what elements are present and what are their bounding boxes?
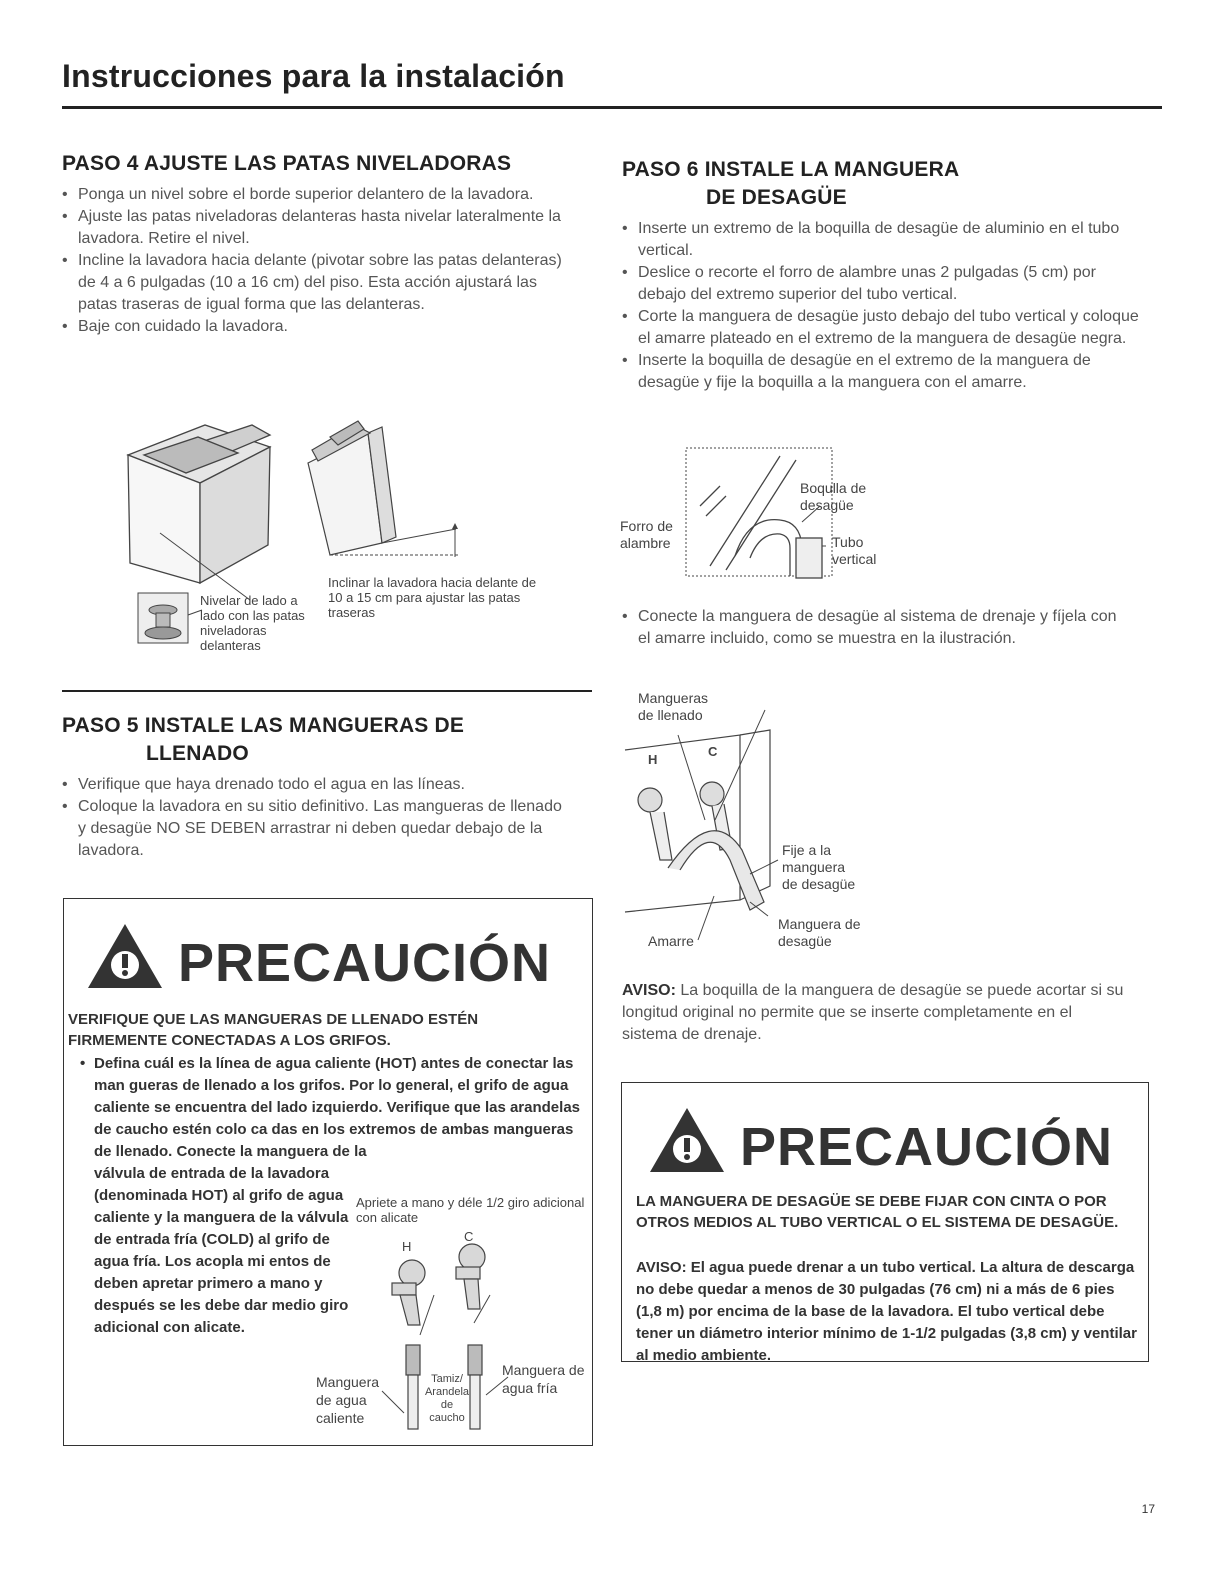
list-item: • Inserte un extremo de la boquilla de desagüe de aluminio en el tubo vertical.	[622, 218, 1147, 262]
list-item: • Baje con cuidado la lavadora.	[62, 316, 562, 338]
notice-text: La boquilla de la manguera de desagüe se puede acortar si su longitud original no permite que se inserte completamente en el sistema de drenaje.	[622, 982, 1124, 1043]
drain-hose-label: Manguera de desagüe	[778, 916, 861, 949]
step4-heading: PASO 4 AJUSTE LAS PATAS NIVELADORAS	[62, 152, 512, 175]
tilt-label: Inclinar la lavadora hacia delante de 10 a 15 cm para ajustar las patas traseras	[328, 575, 537, 620]
hot-hose-label: Manguera de agua caliente	[316, 1374, 380, 1426]
left-separator	[62, 690, 592, 692]
list-item: • Deslice o recorte el forro de alambre unas 2 pulgadas (5 cm) por debajo del extremo superior del tubo vertical.	[622, 262, 1147, 306]
drain-nozzle-illustration	[620, 446, 910, 584]
caution-box-drain-hose	[621, 1082, 1149, 1362]
caution-word: PRECAUCIÓN	[740, 1117, 1114, 1177]
hot-letter: H	[648, 752, 658, 767]
list-item: • Ajuste las patas niveladoras delanteras hasta nivelar lateralmente la lavadora. Retire el nivel.	[62, 206, 562, 250]
step4-section	[62, 150, 592, 338]
page-title: Instrucciones para la instalación	[62, 58, 565, 94]
washer-level-drawing	[120, 405, 540, 675]
step5-list	[62, 774, 567, 862]
step6-heading-line1: PASO 6 INSTALE LA MANGUERA	[622, 158, 960, 181]
tighten-label: Apriete a mano y déle 1/2 giro adicional con alicate	[356, 1195, 585, 1225]
cold-hose-label: Manguera de agua fría	[502, 1362, 585, 1396]
wire-cover-label: Forro de alambre	[620, 518, 673, 551]
caution-headline: LA MANGUERA DE DESAGÜE SE DEBE FIJAR CON CINTA O POR OTROS MEDIOS AL TUBO VERTICAL O EL SISTEMA DE DESAGÜE.	[636, 1193, 1119, 1231]
caution-word: PRECAUCIÓN	[178, 933, 552, 993]
step5-section	[62, 712, 592, 862]
caution-body-text: Defina cuál es la línea de agua caliente (HOT) antes de conectar las man gueras de llenado a los grifos. Por lo general, el grifo de agua caliente se encuentra del lado izquierdo. Verifique que las arandelas de caucho estén colo ca das en los extremos de ambas mangueras de llenado. Conecte la manguera de la	[94, 1055, 580, 1160]
page-number: 17	[1141, 1502, 1155, 1516]
cold-letter: C	[464, 1229, 474, 1244]
leveling-legs-illustration	[120, 405, 540, 675]
tie-label: Amarre	[648, 933, 694, 949]
header-rule	[62, 106, 1162, 109]
nozzle-label: Boqulla de desagüe	[800, 480, 867, 513]
standpipe-label: Tubo vertical	[832, 534, 877, 567]
drain-system-illustration	[620, 690, 900, 960]
list-item: • Inserte la boquilla de desagüe en el extremo de la manguera de desagüe y fije la boquilla a la manguera con el amarre.	[622, 350, 1147, 394]
bullet-dot: •	[80, 1055, 86, 1072]
warning-triangle-icon	[648, 1105, 726, 1175]
screen-washer-label: Tamiz/ Arandela de caucho	[424, 1373, 470, 1424]
list-item: • Ponga un nivel sobre el borde superior delantero de la lavadora.	[62, 184, 562, 206]
cold-letter: C	[708, 744, 718, 759]
list-item: • Conecte la manguera de desagüe al sistema de drenaje y fíjela con el amarre incluido, como se muestra en la ilustración.	[622, 606, 1132, 650]
list-item: • Verifique que haya drenado todo el agua en las líneas.	[62, 774, 567, 796]
caution-body: AVISO: El agua puede drenar a un tubo vertical. La altura de descarga no debe quedar a menos de 30 pulgadas (76 cm) ni a más de 6 pies (1,8 m) por encima de la base de la lavadora. El tubo vertical debe tener un diámetro interior mínimo de 1-1/2 pulgadas (3,8 cm) y ventilar al medio ambiente.	[636, 1259, 1137, 1364]
caution-body-top	[68, 1053, 583, 1163]
caution-box-fill-hoses	[63, 898, 593, 1446]
warning-triangle-icon	[86, 921, 164, 991]
level-side-label: Nivelar de lado a lado con las patas niveladoras delanteras	[200, 593, 305, 653]
notice-label: AVISO:	[622, 982, 676, 999]
caution-header	[648, 1105, 1113, 1175]
step6-heading	[622, 156, 1152, 212]
step6-heading-line2: DE DESAGÜE	[706, 186, 847, 209]
nozzle-notice	[622, 980, 1127, 1046]
step5-heading-line1: PASO 5 INSTALE LAS MANGUERAS DE	[62, 714, 465, 737]
step4-list	[62, 184, 562, 338]
list-item: • Coloque la lavadora en su sitio definitivo. Las mangueras de llenado y desagüe NO SE DEBEN arrastrar ni deben quedar debajo de la lavadora.	[62, 796, 567, 862]
step5-heading	[62, 712, 592, 768]
fill-hoses-label: Mangueras de llenado	[638, 690, 709, 723]
step6-connect-list	[622, 606, 1132, 650]
hot-letter: H	[402, 1239, 412, 1254]
step6-section	[622, 156, 1152, 394]
caution-headline: VERIFIQUE QUE LAS MANGUERAS DE LLENADO ESTÉN FIRMEMENTE CONECTADAS A LOS GRIFOS.	[68, 1011, 479, 1049]
caution-header	[86, 921, 551, 991]
step6-list	[622, 218, 1147, 394]
step5-heading-line2: LLENADO	[146, 742, 249, 765]
list-item: • Incline la lavadora hacia delante (pivotar sobre las patas delanteras) de 4 a 6 pulgadas (10 a 16 cm) del piso. Esta acción ajustará las patas traseras de igual forma que las delanteras.	[62, 250, 562, 316]
caution-body-narrow: válvula de entrada de la lavadora (denominada HOT) al grifo de agua caliente y la manguera de la válvula de entrada fría (COLD) al grifo de agua fría. Los acopla mi entos de deben apretar primero a mano y después se les debe dar medio giro adicional con alicate.	[94, 1165, 349, 1336]
list-item: • Corte la manguera de desagüe justo debajo del tubo vertical y coloque el amarre plateado en el extremo de la manguera de desagüe negra.	[622, 306, 1147, 350]
faucet-illustration	[312, 1195, 592, 1440]
fix-to-drain-label: Fije a la manguera de desagüe	[782, 842, 856, 892]
